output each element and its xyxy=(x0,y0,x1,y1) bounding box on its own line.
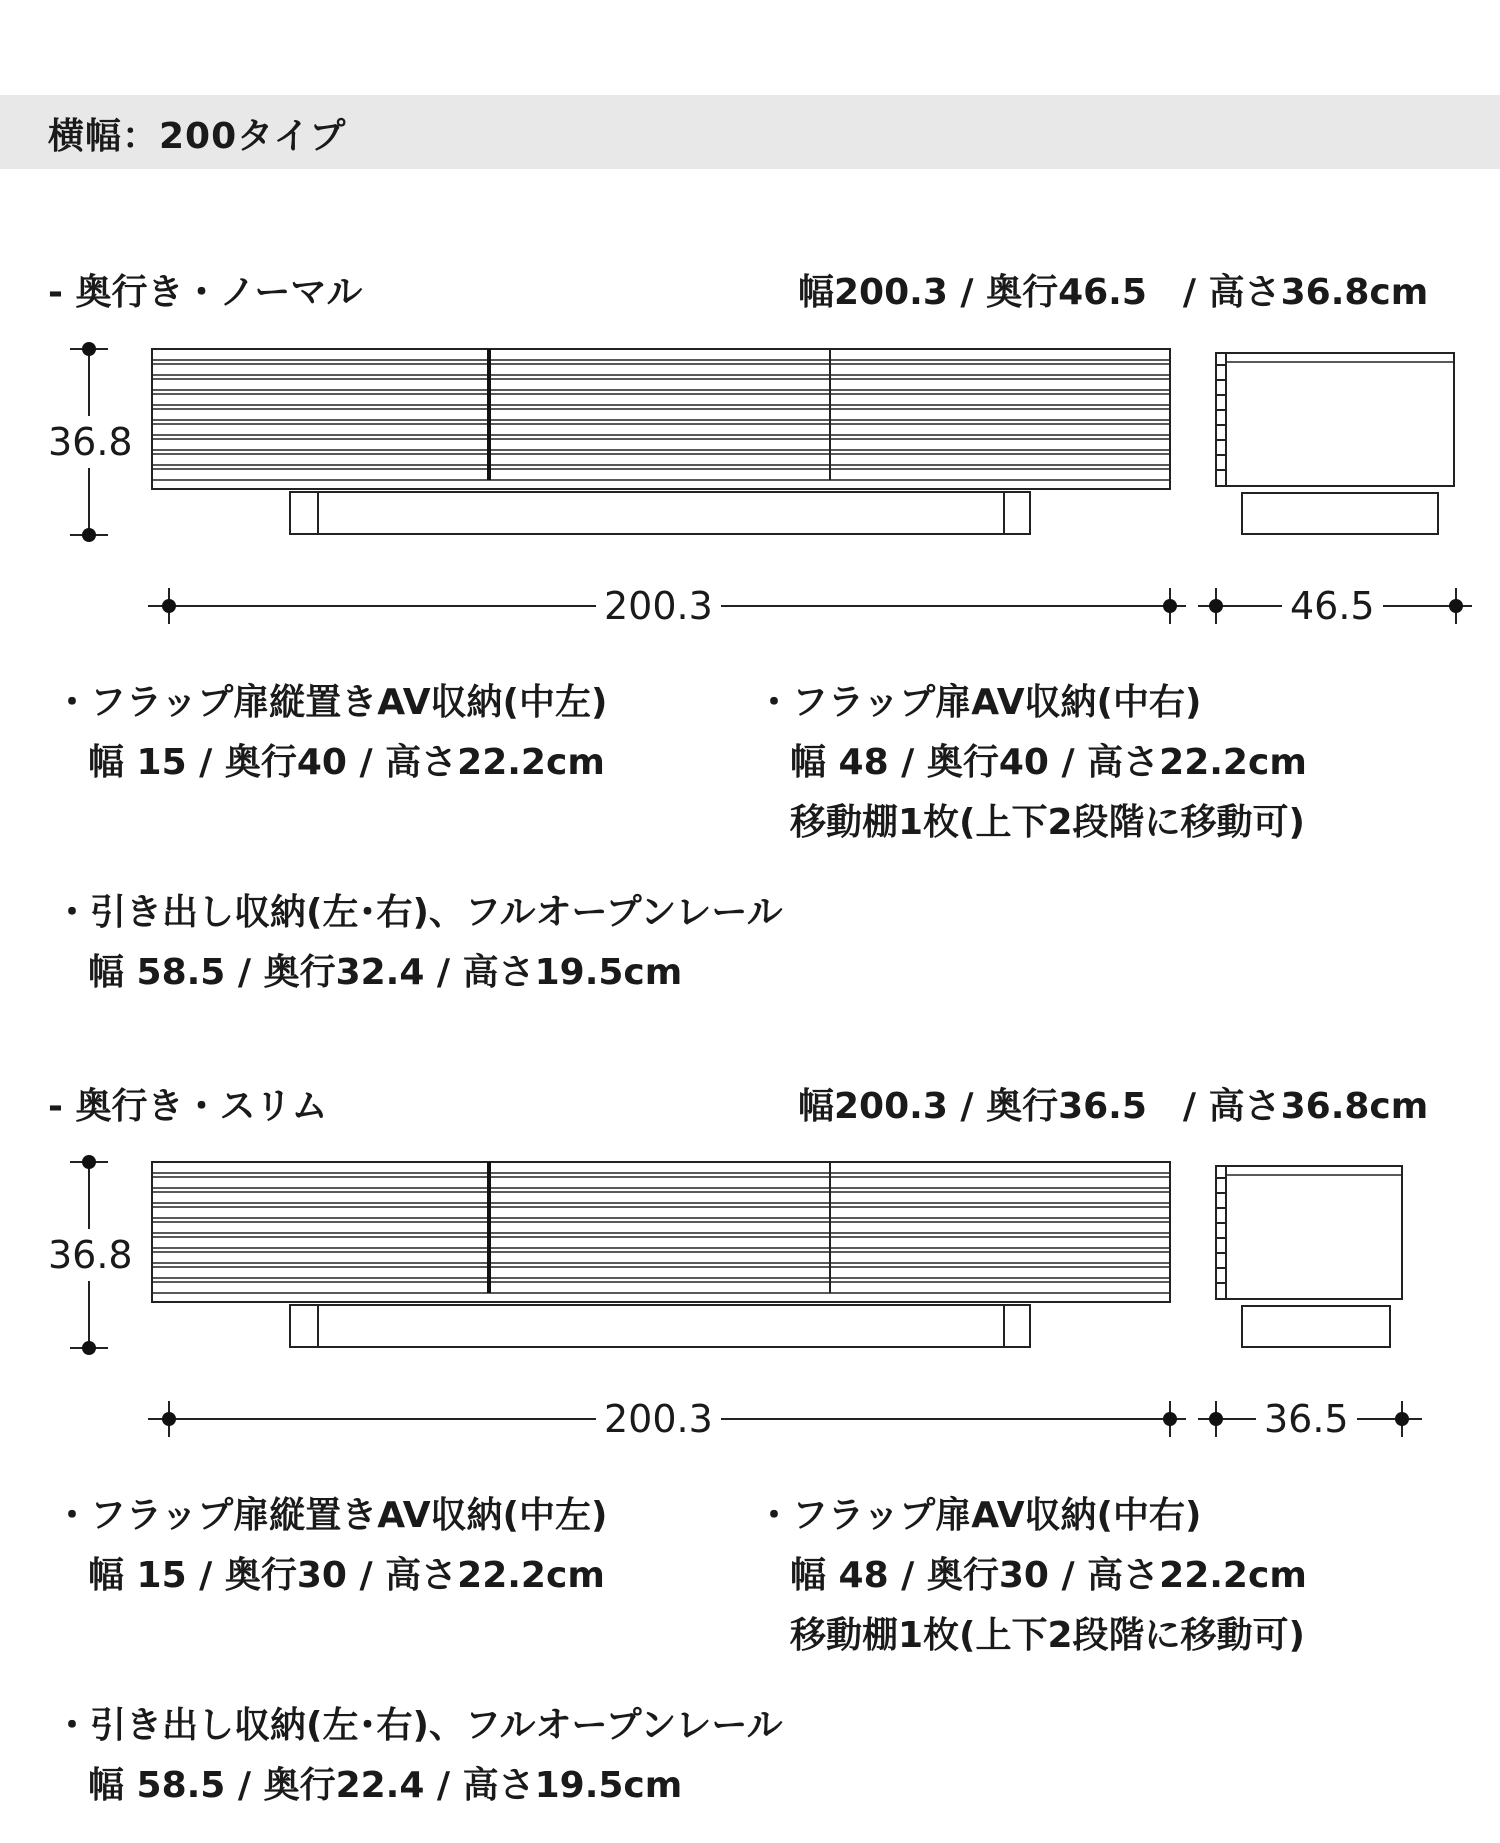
flap-vertical-size: 幅 15 / 奥行30 / 高さ22.2cm xyxy=(88,1555,605,1596)
flap-shelf: 移動棚1枚(上下2段階に移動可) xyxy=(790,1615,1306,1656)
flap-size: 幅 48 / 奥行40 / 高さ22.2cm xyxy=(790,742,1307,783)
flap-vertical-size: 幅 15 / 奥行40 / 高さ22.2cm xyxy=(88,742,605,783)
section-name: - 奥行き・スリム xyxy=(48,1086,328,1127)
size-summary: 幅200.3 / 奥行36.5 / 高さ36.8cm xyxy=(798,1086,1429,1127)
depth-label: 36.5 xyxy=(1256,1397,1357,1441)
width-label: 200.3 xyxy=(596,584,721,628)
drawer-size: 幅 58.5 / 奥行32.4 / 高さ19.5cm xyxy=(88,952,683,993)
size-summary: 幅200.3 / 奥行46.5 / 高さ36.8cm xyxy=(798,272,1429,313)
furniture-diagram xyxy=(0,330,1500,650)
drawer-title: ・引き出し収納(左･右)、フルオープンレール xyxy=(54,892,783,933)
section-name: - 奥行き・ノーマル xyxy=(48,272,363,313)
drawer-size: 幅 58.5 / 奥行22.4 / 高さ19.5cm xyxy=(88,1765,683,1806)
flap-vertical-title: ・フラップ扉縦置きAV収納(中左) xyxy=(54,682,608,723)
width-label: 200.3 xyxy=(596,1397,721,1441)
depth-label: 46.5 xyxy=(1282,584,1383,628)
flap-title: ・フラップ扉AV収納(中右) xyxy=(756,682,1202,723)
height-label: 36.8 xyxy=(40,420,141,464)
page-title: 横幅：200タイプ xyxy=(48,116,347,157)
flap-size: 幅 48 / 奥行30 / 高さ22.2cm xyxy=(790,1555,1307,1596)
drawer-title: ・引き出し収納(左･右)、フルオープンレール xyxy=(54,1705,783,1746)
flap-vertical-title: ・フラップ扉縦置きAV収納(中左) xyxy=(54,1495,608,1536)
flap-shelf: 移動棚1枚(上下2段階に移動可) xyxy=(790,802,1306,843)
height-label: 36.8 xyxy=(40,1233,141,1277)
flap-title: ・フラップ扉AV収納(中右) xyxy=(756,1495,1202,1536)
